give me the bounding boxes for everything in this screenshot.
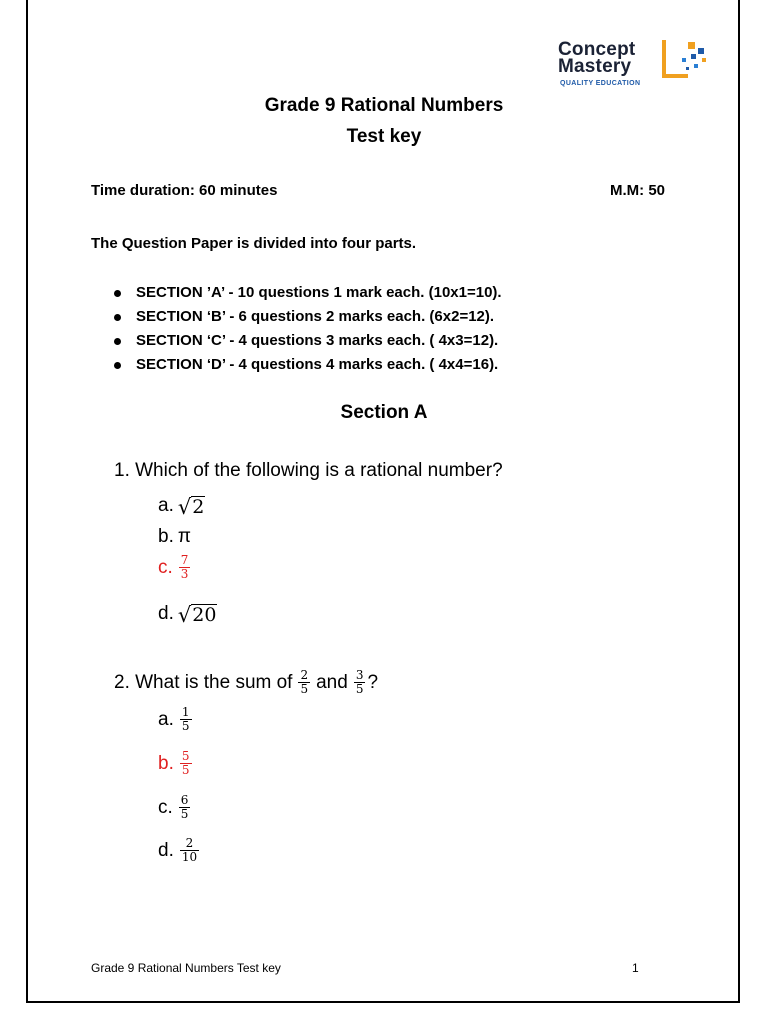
sections-list (112, 283, 502, 379)
logo-mark-icon (658, 36, 716, 84)
fraction (180, 750, 192, 777)
bullet-icon (114, 314, 121, 321)
section-heading: Section A (340, 402, 428, 423)
list-item-text: SECTION ’A’ - 10 questions 1 mark each. (10x1=10). (136, 284, 502, 301)
numerator: 3 (355, 668, 364, 682)
denominator: 5 (181, 763, 190, 777)
denominator: 5 (181, 719, 190, 733)
numerator: 6 (180, 793, 189, 807)
list-item-text: SECTION ‘C’ - 4 questions 3 marks each. ( 4x3=12). (136, 332, 499, 349)
option-label: d. (158, 839, 174, 861)
square-root: √ 20 (177, 602, 217, 627)
list-item (112, 331, 502, 355)
option-value: π (177, 526, 191, 547)
q2-option-b-correct (158, 750, 194, 777)
numerator: 2 (300, 668, 309, 682)
q1-option-a (158, 495, 205, 517)
option-label: b. (158, 752, 174, 774)
max-marks: M.M: 50 (610, 182, 666, 199)
fraction (180, 706, 192, 733)
question-1: 1. Which of the following is a rational number? (114, 460, 503, 481)
question-text: and (316, 671, 348, 693)
bullet-icon (114, 338, 121, 345)
q2-option-a (158, 706, 194, 733)
denominator: 10 (181, 850, 198, 864)
q1-option-b (158, 526, 191, 548)
option-label: a. (158, 708, 174, 730)
question-text: 2. What is the sum of (114, 671, 293, 693)
question-2 (114, 669, 378, 696)
document-title: Grade 9 Rational Numbers (264, 95, 504, 116)
square-root: √ 2 (177, 494, 205, 519)
document-subtitle: Test key (346, 126, 422, 147)
question-text: ? (367, 671, 379, 693)
fraction (180, 837, 199, 864)
q1-option-c-correct (158, 554, 192, 581)
list-item (112, 283, 502, 307)
numerator: 1 (181, 705, 190, 719)
option-label: c. (158, 556, 173, 578)
logo-tagline: QUALITY EDUCATION (560, 80, 641, 87)
option-label: a. (158, 495, 174, 516)
bullet-icon (114, 362, 121, 369)
paper-intro: The Question Paper is divided into four parts. (91, 235, 417, 252)
logo-text-line2: Mastery (558, 56, 632, 77)
numerator: 5 (181, 749, 190, 763)
radicand: 2 (192, 495, 205, 518)
fraction (354, 669, 366, 696)
numerator: 2 (185, 836, 194, 850)
footer-text: Grade 9 Rational Numbers Test key (91, 961, 281, 975)
fraction (179, 794, 191, 821)
denominator: 5 (355, 682, 364, 696)
time-duration: Time duration: 60 minutes (91, 182, 278, 199)
option-label: c. (158, 796, 173, 818)
list-item (112, 355, 502, 379)
fraction (179, 554, 191, 581)
numerator: 7 (180, 553, 189, 567)
option-label: b. (158, 526, 174, 547)
denominator: 3 (180, 567, 189, 581)
q2-option-d (158, 837, 201, 864)
list-item-text: SECTION ‘D’ - 4 questions 4 marks each. ( 4x4=16). (136, 356, 499, 373)
fraction (298, 669, 310, 696)
logo-text-line1: Concept (558, 39, 636, 60)
denominator: 5 (180, 807, 189, 821)
page-number: 1 (632, 961, 639, 975)
denominator: 5 (300, 682, 309, 696)
concept-mastery-logo (556, 36, 716, 92)
q2-option-c (158, 794, 192, 821)
list-item-text: SECTION ‘B’ - 6 questions 2 marks each. (6x2=12). (136, 308, 495, 325)
radicand: 20 (192, 603, 217, 626)
q1-option-d (158, 603, 217, 625)
list-item (112, 307, 502, 331)
page-frame (26, 0, 740, 1003)
option-label: d. (158, 603, 174, 624)
bullet-icon (114, 290, 121, 297)
